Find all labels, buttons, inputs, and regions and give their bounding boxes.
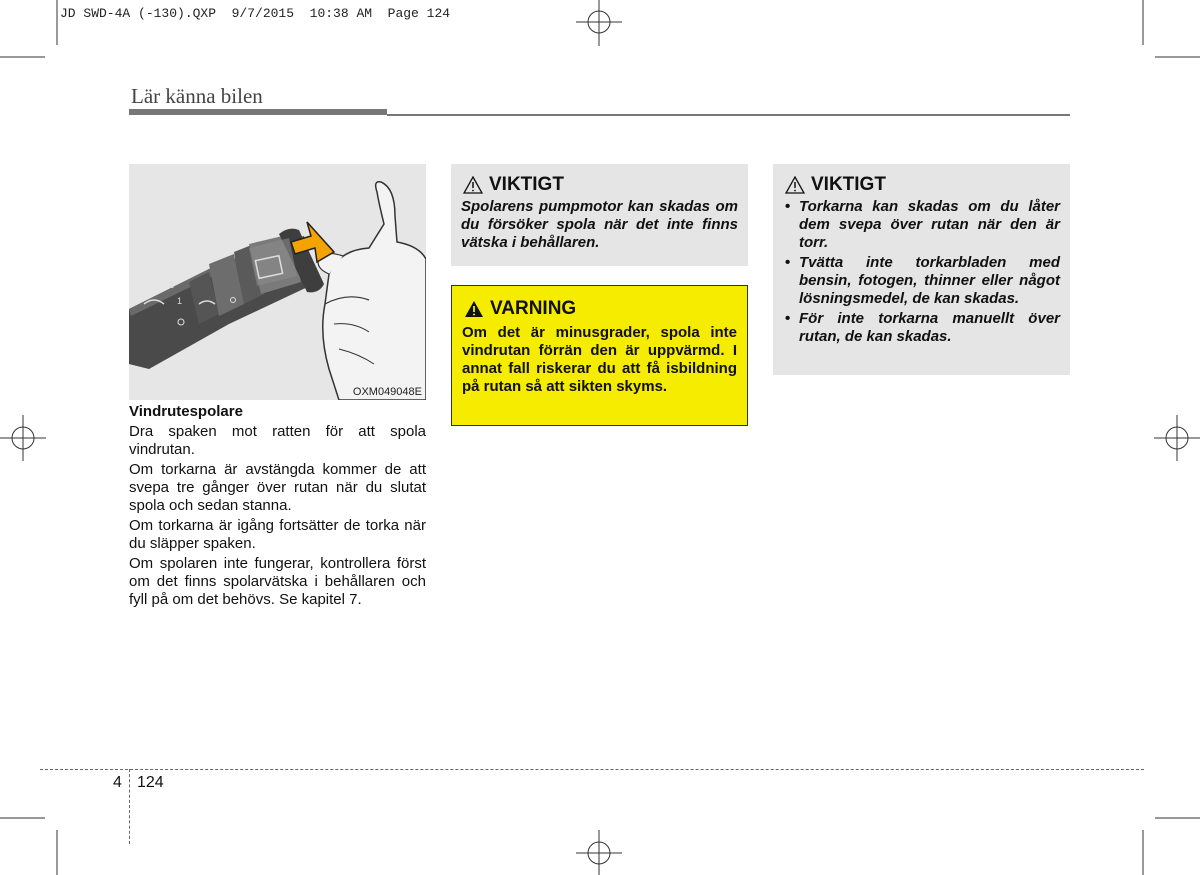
hand-icon [318, 182, 426, 400]
notice-title: VIKTIGT [489, 174, 564, 195]
notice-header [785, 174, 1060, 196]
title-rule [129, 109, 387, 115]
print-header: JD SWD-4A (-130).QXP 9/7/2015 10:38 AM Page 124 [60, 6, 451, 21]
warning-text: Om det är minusgrader, spola inte vindrutan förrän den är uppvärmd. I annat fall riskerar du att få isbildning på rutan så att sikten skyms. [462, 324, 737, 395]
wiper-lever-illustration [129, 164, 426, 400]
caution-triangle-icon [785, 176, 805, 194]
washer-section [129, 403, 426, 611]
footer-divider [129, 769, 130, 844]
washer-paragraph: Om torkarna är avstängda kommer de att svepa tre gånger över rutan när du slutat spola och sedan stanna. [129, 461, 426, 514]
warning-box [451, 285, 748, 426]
washer-heading: Vindrutespolare [129, 403, 243, 420]
svg-text:2: 2 [169, 280, 175, 290]
notice-box [451, 164, 748, 266]
page-number: 124 [137, 774, 164, 791]
list-item: • Tvätta inte torkarbladen med bensin, fotogen, thinner eller något lösningsmedel, de kan skadas. [783, 254, 1060, 308]
svg-text:1: 1 [177, 296, 183, 306]
washer-paragraph: Om torkarna är igång fortsätter de torka när du släpper spaken. [129, 517, 426, 552]
warning-header [464, 298, 737, 320]
notice-box [773, 164, 1070, 375]
title-rule [387, 114, 1070, 116]
section-title: Lär känna bilen [131, 84, 263, 108]
notice-title: VIKTIGT [811, 174, 886, 195]
wiper-lever-figure [129, 164, 426, 400]
caution-triangle-icon [463, 176, 483, 194]
figure-code: OXM049048E [352, 386, 422, 398]
footer-rule [40, 769, 1144, 770]
warning-title: VARNING [490, 298, 577, 319]
washer-paragraph: Om spolaren inte fungerar, kontrollera först om det finns spolarvätska i behållaren och fyll på om det behövs. Se kapitel 7. [129, 555, 426, 608]
warning-triangle-icon [464, 300, 484, 318]
washer-paragraph: Dra spaken mot ratten för att spola vindrutan. [129, 423, 426, 458]
list-item: • Torkarna kan skadas om du låter dem svepa över rutan när den är torr. [783, 198, 1060, 252]
notice-header [463, 174, 738, 196]
notice-text: Spolarens pumpmotor kan skadas om du försöker spola när det inte finns vätska i behållaren. [461, 198, 738, 251]
list-item: • För inte torkarna manuellt över rutan, de kan skadas. [783, 310, 1060, 346]
chapter-number: 4 [113, 774, 122, 791]
notice-list [783, 198, 1060, 346]
